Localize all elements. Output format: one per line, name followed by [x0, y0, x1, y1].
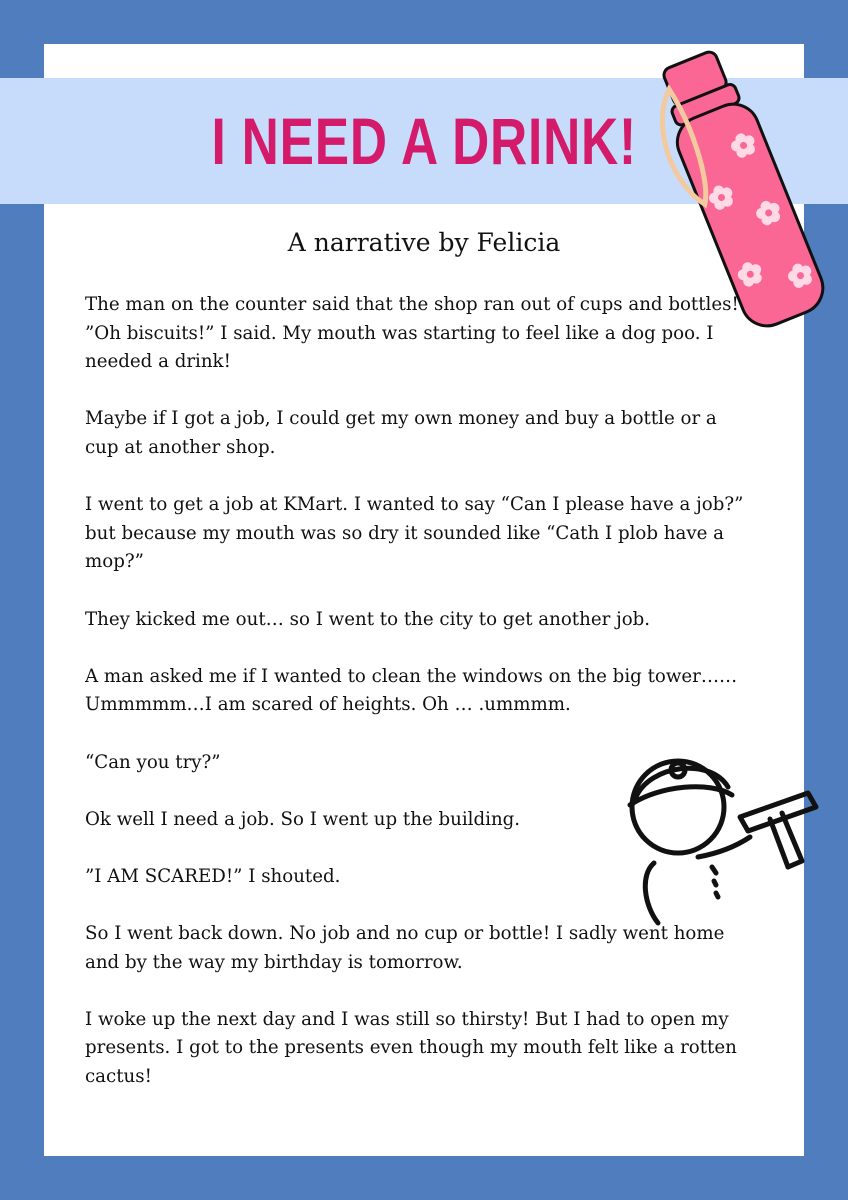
story-paragraph: The man on the counter said that the shop ran out of cups and bottles! ”Oh biscuits!” I said. My mouth was starting to feel like a dog poo. I needed a drink!: [85, 294, 739, 373]
story-paragraph: Maybe if I got a job, I could get my own money and buy a bottle or a cup at another shop.: [85, 408, 717, 458]
story-paragraph: They kicked me out… so I went to the city to get another job.: [85, 608, 651, 630]
story-body: [85, 291, 745, 1120]
story-paragraph: I went to get a job at KMart. I wanted to say “Can I please have a job?” but because my mouth was so dry it sounded like “Cath I plob have a mop?”: [85, 494, 744, 573]
story-paragraph: “Can you try?”: [85, 751, 221, 773]
story-paragraph: ”I AM SCARED!” I shouted.: [85, 865, 341, 887]
story-paragraph: I woke up the next day and I was still so thirsty! But I had to open my presents. I got to the presents even though my mouth felt like a rotten cactus!: [85, 1008, 737, 1088]
window-cleaner-icon: [620, 735, 825, 930]
water-bottle-icon: [640, 40, 840, 330]
story-paragraph: A man asked me if I wanted to clean the windows on the big tower……Ummmmm…I am scared of heights. Oh … .ummmm.: [85, 665, 738, 716]
page-subtitle: A narrative by Felicia: [287, 228, 561, 257]
story-paragraph: So I went back down. No job and no cup or bottle! I sadly went home and by the way my birthday is tomorrow.: [85, 923, 725, 973]
story-paragraph: Ok well I need a job. So I went up the building.: [85, 808, 521, 830]
page-title: I NEED A DRINK!: [211, 104, 637, 178]
